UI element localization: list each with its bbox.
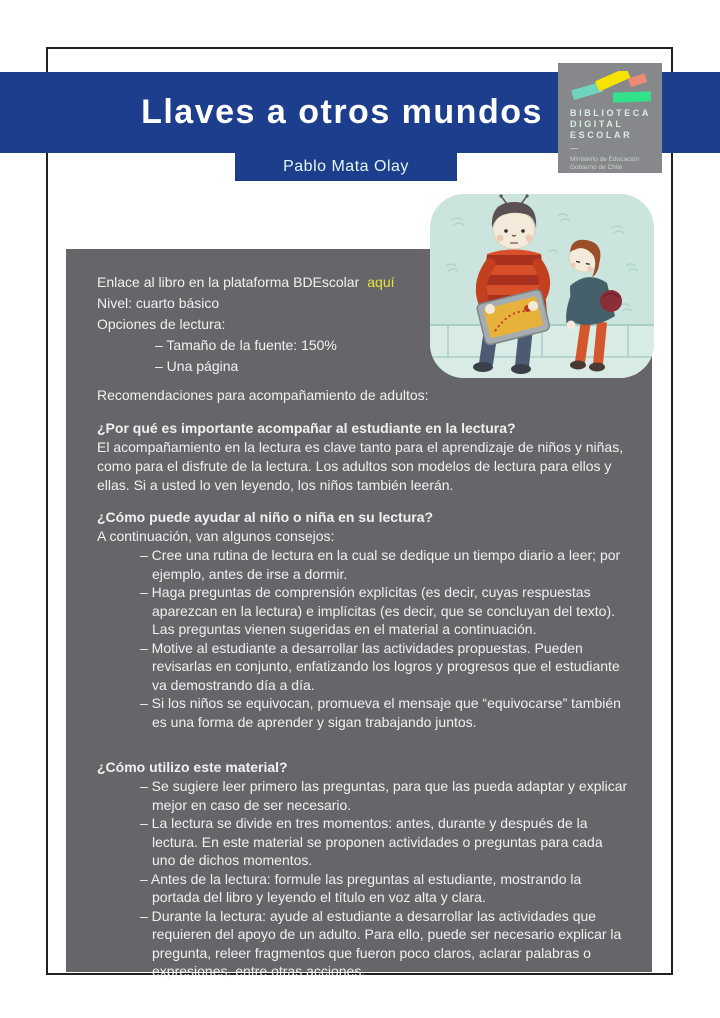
section-heading: ¿Por qué es importante acompañar al estudiante en la lectura? (97, 420, 516, 436)
book-info-block (97, 272, 629, 377)
book-link-line (97, 272, 629, 293)
level-line: Nivel: cuarto básico (97, 295, 220, 311)
section-intro: A continuación, van algunos consejos: (97, 528, 335, 544)
section-how-to-use (97, 758, 629, 981)
bde-logo (558, 63, 662, 173)
logo-text-line2: DIGITAL (570, 119, 624, 129)
ministry-line1: Ministerio de Educación (570, 156, 640, 163)
bde-logo-icon (570, 71, 654, 103)
logo-dash: — (570, 144, 578, 153)
recommendations-intro: Recomendaciones para acompañamiento de adultos: (97, 387, 429, 403)
content-text (97, 272, 629, 981)
section-heading: ¿Cómo puede ayudar al niño o niña en su lectura? (97, 509, 434, 525)
reading-options-label: Opciones de lectura: (97, 316, 226, 332)
author-name: Pablo Mata Olay (283, 158, 409, 175)
book-link[interactable]: aquí (367, 274, 395, 290)
list-item: – Durante la lectura: ayude al estudiante a desarrollar las actividades que requieren del apoyo de un adulto. Para ello, puede ser necesario explicar la pregunta, releer fragmentos que fueron poco claros, aclarar palabras o expresiones, entre otras acciones. (140, 907, 622, 979)
author-box (235, 153, 457, 181)
section-paragraph: El acompañamiento en la lectura es clave tanto para el aprendizaje de niños y niñas, como para el disfrute de la lectura. Los adultos son modelos de lectura para ellos y ellas. Si a usted lo ven leyendo, los niños también leerán. (97, 439, 624, 493)
list-item: – Motive al estudiante a desarrollar las actividades propuestas. Pueden revisarlas en conjunto, enfatizando los logros y progresos que el estudiante va demostrando día a día. (140, 639, 620, 693)
list-item: – Antes de la lectura: formule las preguntas al estudiante, mostrando la portada del libro y leyendo el título en voz alta y clara. (140, 870, 582, 905)
logo-text-line3: ESCOLAR (570, 130, 633, 140)
reading-option-1: – Tamaño de la fuente: 150% (155, 337, 337, 353)
list-item: – Cree una rutina de lectura en la cual se dedique un tiempo diario a leer; por ejemplo, antes de irse a dormir. (140, 547, 621, 582)
list-item: – Si los niños se equivocan, promueva el mensaje que “equivocarse” también es una forma de aprender y sigan trabajando juntos. (140, 695, 621, 730)
book-link-prefix: Enlace al libro en la plataforma BDEscolar (97, 274, 360, 290)
reading-option-2: – Una página (155, 358, 239, 374)
list-item: – Haga preguntas de comprensión explícitas (es decir, cuyas respuestas aparezcan en la lectura) e implícitas (es decir, que se concluyan del texto). Las preguntas vienen sugeridas en el material a continuación. (140, 584, 616, 637)
section-how-to-help (97, 508, 629, 731)
list-item: – Se sugiere leer primero las preguntas, para que las pueda adaptar y explicar mejor en caso de ser necesario. (140, 778, 628, 813)
page-title: Llaves a otros mundos (141, 93, 543, 131)
list-item: – La lectura se divide en tres momentos: antes, durante y después de la lectura. En este material se proponen actividades o preguntas para cada uno de dichos momentos. (140, 815, 603, 868)
ministry-line2: Gobierno de Chile (570, 164, 623, 171)
section-why-accompany (97, 419, 629, 495)
section-heading: ¿Cómo utilizo este material? (97, 759, 288, 775)
logo-text-line1: BIBLIOTECA (570, 108, 651, 118)
